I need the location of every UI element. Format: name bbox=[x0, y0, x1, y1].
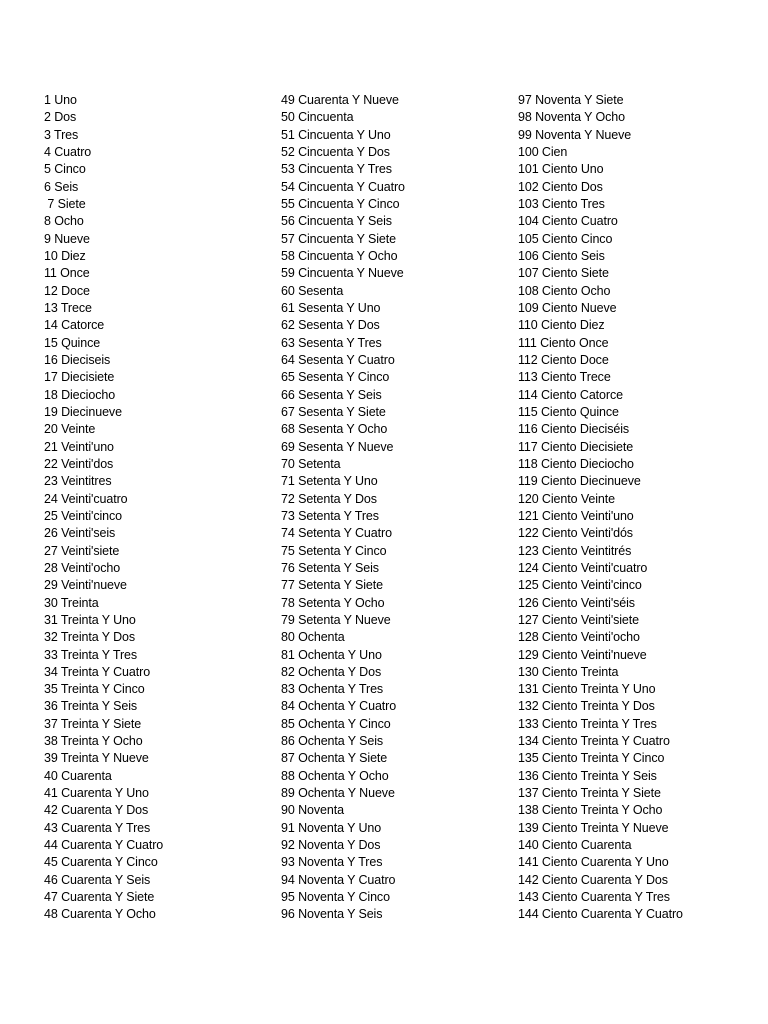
number-word-entry: 100 Cien bbox=[518, 144, 568, 159]
number-word-entry: 46 Cuarenta Y Seis bbox=[44, 872, 151, 887]
number-word-entry: 1 Uno bbox=[44, 93, 77, 107]
number-word-entry: 123 Ciento Veintitrés bbox=[518, 543, 632, 558]
number-word-entry: 4 Cuatro bbox=[44, 144, 92, 159]
number-word-entry: 96 Noventa Y Seis bbox=[281, 907, 383, 922]
number-word-entry: 85 Ochenta Y Cinco bbox=[281, 716, 391, 731]
number-word-entry: 135 Ciento Treinta Y Cinco bbox=[518, 751, 665, 766]
number-word-entry: 3 Tres bbox=[44, 127, 79, 142]
number-word-entry: 28 Veinti'ocho bbox=[44, 560, 121, 575]
number-word-entry: 34 Treinta Y Cuatro bbox=[44, 664, 151, 679]
number-word-entry: 71 Setenta Y Uno bbox=[281, 474, 378, 489]
number-word-entry: 11 Once bbox=[44, 266, 90, 281]
number-word-entry: 33 Treinta Y Tres bbox=[44, 647, 138, 662]
number-word-entry: 127 Ciento Veinti'siete bbox=[518, 612, 640, 627]
number-word-entry: 51 Cincuenta Y Uno bbox=[281, 127, 391, 142]
number-word-entry: 58 Cincuenta Y Ocho bbox=[281, 248, 398, 263]
number-word-entry: 64 Sesenta Y Cuatro bbox=[281, 352, 395, 367]
number-word-entry: 23 Veintitres bbox=[44, 474, 112, 489]
number-word-entry: 97 Noventa Y Siete bbox=[518, 93, 624, 107]
number-word-entry: 24 Veinti'cuatro bbox=[44, 491, 128, 506]
number-word-entry: 117 Ciento Diecisiete bbox=[518, 439, 634, 454]
number-word-entry: 101 Ciento Uno bbox=[518, 162, 604, 177]
number-word-entry: 133 Ciento Treinta Y Tres bbox=[518, 716, 657, 731]
number-word-entry: 139 Ciento Treinta Y Nueve bbox=[518, 820, 669, 835]
number-word-entry: 14 Catorce bbox=[44, 318, 105, 333]
number-column-1 bbox=[44, 92, 163, 924]
number-word-entry: 118 Ciento Dieciocho bbox=[518, 456, 634, 471]
number-word-entry: 126 Ciento Veinti'séis bbox=[518, 595, 635, 610]
number-word-entry: 36 Treinta Y Seis bbox=[44, 699, 138, 714]
number-word-entry: 40 Cuarenta bbox=[44, 768, 112, 783]
number-word-entry: 2 Dos bbox=[44, 110, 77, 125]
number-word-entry: 45 Cuarenta Y Cinco bbox=[44, 855, 158, 870]
number-column-3 bbox=[518, 92, 683, 924]
number-word-entry: 113 Ciento Trece bbox=[518, 370, 611, 385]
number-word-entry: 84 Ochenta Y Cuatro bbox=[281, 699, 397, 714]
number-word-entry: 142 Ciento Cuarenta Y Dos bbox=[518, 872, 668, 887]
number-word-entry: 65 Sesenta Y Cinco bbox=[281, 370, 390, 385]
number-word-entry: 110 Ciento Diez bbox=[518, 318, 605, 333]
number-word-entry: 68 Sesenta Y Ocho bbox=[281, 422, 388, 437]
number-word-entry: 120 Ciento Veinte bbox=[518, 491, 615, 506]
number-word-entry: 67 Sesenta Y Siete bbox=[281, 404, 386, 419]
number-word-entry: 119 Ciento Diecinueve bbox=[518, 474, 641, 489]
number-word-entry: 137 Ciento Treinta Y Siete bbox=[518, 786, 661, 801]
number-word-entry: 98 Noventa Y Ocho bbox=[518, 110, 625, 125]
number-word-entry: 50 Cincuenta bbox=[281, 110, 354, 125]
number-word-entry: 122 Ciento Veinti'dós bbox=[518, 526, 633, 541]
number-word-entry: 90 Noventa bbox=[281, 803, 344, 818]
number-word-entry: 92 Noventa Y Dos bbox=[281, 838, 381, 853]
number-word-entry: 131 Ciento Treinta Y Uno bbox=[518, 682, 656, 697]
number-word-entry: 55 Cincuenta Y Cinco bbox=[281, 196, 400, 211]
number-word-entry: 59 Cincuenta Y Nueve bbox=[281, 266, 404, 281]
number-word-entry: 20 Veinte bbox=[44, 422, 96, 437]
number-word-entry: 29 Veinti'nueve bbox=[44, 578, 127, 593]
number-word-entry: 70 Setenta bbox=[281, 456, 341, 471]
number-word-entry: 83 Ochenta Y Tres bbox=[281, 682, 384, 697]
number-word-entry: 42 Cuarenta Y Dos bbox=[44, 803, 149, 818]
number-word-entry: 89 Ochenta Y Nueve bbox=[281, 786, 395, 801]
number-word-entry: 124 Ciento Veinti'cuatro bbox=[518, 560, 648, 575]
number-word-entry: 88 Ochenta Y Ocho bbox=[281, 768, 389, 783]
number-word-entry: 56 Cincuenta Y Seis bbox=[281, 214, 392, 229]
number-word-entry: 91 Noventa Y Uno bbox=[281, 820, 382, 835]
number-word-entry: 21 Veinti'uno bbox=[44, 439, 114, 454]
number-word-entry: 125 Ciento Veinti'cinco bbox=[518, 578, 642, 593]
number-word-entry: 81 Ochenta Y Uno bbox=[281, 647, 382, 662]
number-word-entry: 132 Ciento Treinta Y Dos bbox=[518, 699, 655, 714]
number-word-entry: 134 Ciento Treinta Y Cuatro bbox=[518, 734, 670, 749]
number-word-entry: 130 Ciento Treinta bbox=[518, 664, 619, 679]
number-word-entry: 22 Veinti'dos bbox=[44, 456, 114, 471]
number-word-entry: 93 Noventa Y Tres bbox=[281, 855, 383, 870]
number-word-entry: 103 Ciento Tres bbox=[518, 196, 605, 211]
number-word-entry: 6 Seis bbox=[44, 179, 79, 194]
number-word-entry: 107 Ciento Siete bbox=[518, 266, 609, 281]
number-word-entry: 35 Treinta Y Cinco bbox=[44, 682, 145, 697]
number-word-entry: 141 Ciento Cuarenta Y Uno bbox=[518, 855, 669, 870]
number-word-entry: 63 Sesenta Y Tres bbox=[281, 335, 382, 350]
number-word-entry: 18 Dieciocho bbox=[44, 387, 116, 402]
number-word-entry: 61 Sesenta Y Uno bbox=[281, 300, 381, 315]
number-word-entry: 17 Diecisiete bbox=[44, 370, 115, 385]
number-word-entry: 60 Sesenta bbox=[281, 283, 344, 298]
number-word-entry: 52 Cincuenta Y Dos bbox=[281, 144, 390, 159]
number-word-entry: 47 Cuarenta Y Siete bbox=[44, 890, 155, 905]
number-word-entry: 13 Trece bbox=[44, 300, 92, 315]
number-word-entry: 112 Ciento Doce bbox=[518, 352, 609, 367]
number-word-entry: 108 Ciento Ocho bbox=[518, 283, 611, 298]
number-word-entry: 76 Setenta Y Seis bbox=[281, 560, 379, 575]
number-word-entry: 87 Ochenta Y Siete bbox=[281, 751, 388, 766]
number-word-entry: 75 Setenta Y Cinco bbox=[281, 543, 387, 558]
number-word-entry: 32 Treinta Y Dos bbox=[44, 630, 136, 645]
number-word-entry: 102 Ciento Dos bbox=[518, 179, 603, 194]
number-word-entry: 109 Ciento Nueve bbox=[518, 300, 617, 315]
number-word-entry: 99 Noventa Y Nueve bbox=[518, 127, 632, 142]
number-word-entry: 30 Treinta bbox=[44, 595, 99, 610]
number-word-entry: 16 Dieciseis bbox=[44, 352, 111, 367]
number-word-entry: 9 Nueve bbox=[44, 231, 90, 246]
number-word-entry: 38 Treinta Y Ocho bbox=[44, 734, 143, 749]
number-word-entry: 136 Ciento Treinta Y Seis bbox=[518, 768, 657, 783]
number-word-entry: 128 Ciento Veinti'ocho bbox=[518, 630, 640, 645]
number-column-2 bbox=[281, 92, 405, 924]
number-word-entry: 94 Noventa Y Cuatro bbox=[281, 872, 396, 887]
number-word-entry: 27 Veinti'siete bbox=[44, 543, 120, 558]
number-word-entry: 72 Setenta Y Dos bbox=[281, 491, 377, 506]
number-word-entry: 62 Sesenta Y Dos bbox=[281, 318, 380, 333]
number-word-entry: 12 Doce bbox=[44, 283, 90, 298]
number-word-entry: 111 Ciento Once bbox=[518, 335, 609, 350]
number-word-entry: 19 Diecinueve bbox=[44, 404, 122, 419]
number-word-entry: 5 Cinco bbox=[44, 162, 86, 177]
number-word-entry: 54 Cincuenta Y Cuatro bbox=[281, 179, 405, 194]
number-word-entry: 39 Treinta Y Nueve bbox=[44, 751, 149, 766]
number-word-entry: 26 Veinti'seis bbox=[44, 526, 116, 541]
number-word-entry: 80 Ochenta bbox=[281, 630, 345, 645]
number-word-entry: 8 Ocho bbox=[44, 214, 84, 229]
number-word-entry: 74 Setenta Y Cuatro bbox=[281, 526, 392, 541]
number-word-entry: 95 Noventa Y Cinco bbox=[281, 890, 390, 905]
number-word-entry: 25 Veinti'cinco bbox=[44, 508, 123, 523]
number-word-entry: 49 Cuarenta Y Nueve bbox=[281, 93, 399, 107]
number-word-entry: 140 Ciento Cuarenta bbox=[518, 838, 632, 853]
number-word-entry: 15 Quince bbox=[44, 335, 101, 350]
number-word-entry: 82 Ochenta Y Dos bbox=[281, 664, 382, 679]
number-word-entry: 57 Cincuenta Y Siete bbox=[281, 231, 396, 246]
number-word-entry: 86 Ochenta Y Seis bbox=[281, 734, 384, 749]
number-word-entry: 31 Treinta Y Uno bbox=[44, 612, 136, 627]
number-word-entry: 37 Treinta Y Siete bbox=[44, 716, 142, 731]
number-word-entry: 115 Ciento Quince bbox=[518, 404, 619, 419]
number-word-entry: 41 Cuarenta Y Uno bbox=[44, 786, 149, 801]
number-word-entry: 143 Ciento Cuarenta Y Tres bbox=[518, 890, 670, 905]
number-word-entry: 53 Cincuenta Y Tres bbox=[281, 162, 392, 177]
number-word-entry: 144 Ciento Cuarenta Y Cuatro bbox=[518, 907, 683, 922]
number-word-entry: 105 Ciento Cinco bbox=[518, 231, 613, 246]
number-word-entry: 116 Ciento Dieciséis bbox=[518, 422, 630, 437]
number-word-entry: 106 Ciento Seis bbox=[518, 248, 605, 263]
number-word-entry: 104 Ciento Cuatro bbox=[518, 214, 618, 229]
number-word-entry: 10 Diez bbox=[44, 248, 86, 263]
number-word-entry: 66 Sesenta Y Seis bbox=[281, 387, 382, 402]
number-word-entry: 121 Ciento Veinti'uno bbox=[518, 508, 634, 523]
number-word-entry: 77 Setenta Y Siete bbox=[281, 578, 383, 593]
number-word-entry: 69 Sesenta Y Nueve bbox=[281, 439, 394, 454]
number-word-entry: 114 Ciento Catorce bbox=[518, 387, 623, 402]
number-word-entry: 79 Setenta Y Nueve bbox=[281, 612, 391, 627]
number-word-entry: 43 Cuarenta Y Tres bbox=[44, 820, 151, 835]
number-word-entry: 48 Cuarenta Y Ocho bbox=[44, 907, 156, 922]
number-word-entry: 138 Ciento Treinta Y Ocho bbox=[518, 803, 663, 818]
number-word-entry: 78 Setenta Y Ocho bbox=[281, 595, 385, 610]
number-word-entry: 129 Ciento Veinti'nueve bbox=[518, 647, 647, 662]
number-word-entry: 7 Siete bbox=[44, 196, 86, 211]
number-word-entry: 73 Setenta Y Tres bbox=[281, 508, 379, 523]
number-word-entry: 44 Cuarenta Y Cuatro bbox=[44, 838, 164, 853]
